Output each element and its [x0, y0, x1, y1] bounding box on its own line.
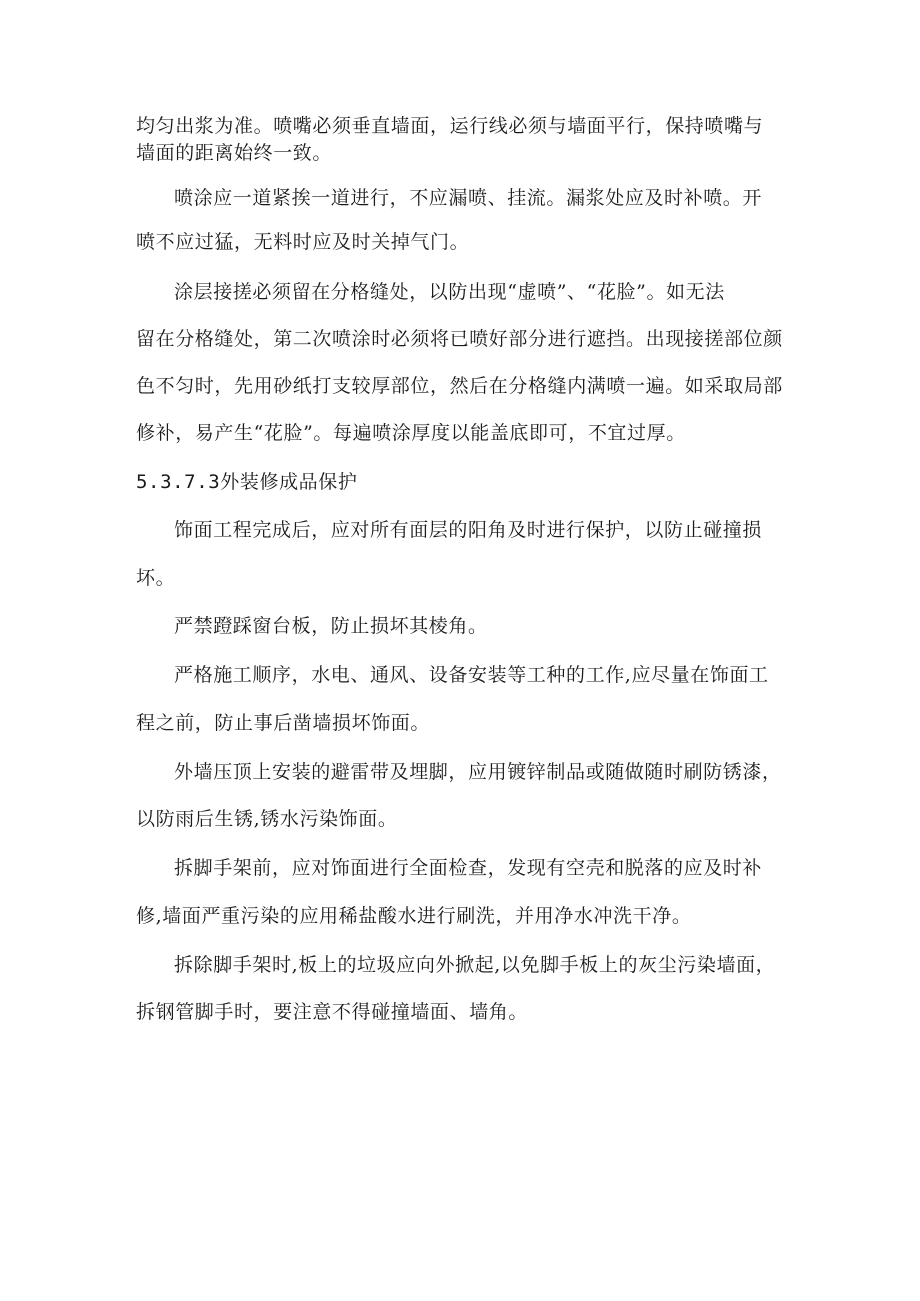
paragraph-6-line-2: 程之前，防止事后凿墙损坏饰面。 [136, 712, 431, 734]
paragraph-1-line-1: 均匀出浆为准。喷嘴必须垂直墙面，运行线必须与墙面平行，保持喷嘴与 [136, 115, 764, 137]
paragraph-9-line-1: 拆除脚手架时,板上的垃圾应向外掀起,以免脚手板上的灰尘污染墙面， [174, 954, 776, 976]
paragraph-1-line-2: 墙面的距离始终一致。 [136, 142, 333, 164]
paragraph-3-line-4: 修补，易产生“花脸”。每遍喷涂厚度以能盖底即可，不宜过厚。 [136, 422, 686, 444]
paragraph-2-line-1: 喷涂应一道紧挨一道进行，不应漏喷、挂流。漏浆处应及时补喷。开 [174, 187, 763, 209]
paragraph-5-line-1: 严禁蹬踩窗台板，防止损坏其棱角。 [174, 615, 488, 637]
paragraph-9-line-2: 拆钢管脚手时，要注意不得碰撞墙面、墙角。 [136, 1001, 529, 1023]
paragraph-6-line-1: 严格施工顺序，水电、通风、设备安装等工种的工作,应尽量在饰面工 [174, 664, 769, 686]
paragraph-8-line-2: 修,墙面严重污染的应用稀盐酸水进行刷洗，并用净水冲洗干净。 [136, 905, 692, 927]
paragraph-3-line-1: 涂层接搓必须留在分格缝处，以防出现“虚喷”、“花脸”。如无法 [174, 281, 725, 303]
paragraph-4-line-2: 坏。 [136, 567, 176, 589]
paragraph-7-line-1: 外墙压顶上安装的避雷带及埋脚，应用镀锌制品或随做随时刷防锈漆， [174, 761, 782, 783]
paragraph-4-line-1: 饰面工程完成后，应对所有面层的阳角及时进行保护，以防止碰撞损 [174, 519, 763, 541]
paragraph-3-line-3: 色不匀时，先用砂纸打支较厚部位，然后在分格缝内满喷一遍。如采取局部 [136, 375, 783, 397]
section-heading: 5.3.7.3外装修成品保护 [136, 471, 358, 493]
paragraph-2-line-2: 喷不应过猛，无料时应及时关掉气门。 [136, 231, 470, 253]
paragraph-3-line-2: 留在分格缝处，第二次喷涂时必须将已喷好部分进行遮挡。出现接搓部位颜 [136, 328, 783, 350]
paragraph-7-line-2: 以防雨后生锈,锈水污染饰面。 [136, 808, 398, 830]
paragraph-8-line-1: 拆脚手架前，应对饰面进行全面检查，发现有空壳和脱落的应及时补 [174, 857, 763, 879]
